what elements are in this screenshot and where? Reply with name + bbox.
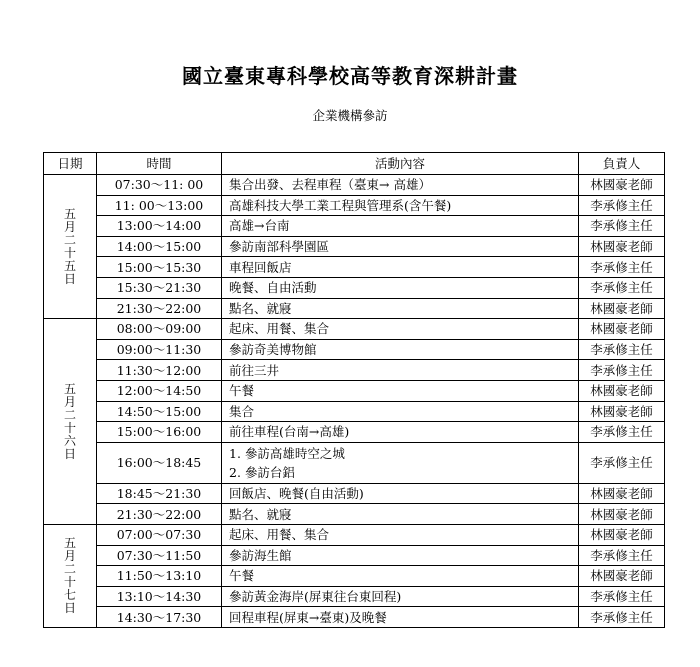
activity-cell — [222, 483, 579, 504]
time-cell: 14:00～15:00 — [97, 236, 222, 257]
person-cell: 林國豪老師 — [579, 236, 665, 257]
person-cell: 李承修主任 — [579, 257, 665, 278]
activity-text: 參訪海生館 — [229, 547, 292, 563]
activity-text: 點名、就寢 — [229, 300, 292, 316]
activity-text: 起床、用餐、集合 — [229, 321, 330, 337]
time-cell: 11: 00～13:00 — [97, 195, 222, 216]
schedule-table — [43, 152, 665, 628]
time-cell: 18:45～21:30 — [97, 483, 222, 504]
activity-text: 參訪奇美博物館 — [229, 342, 317, 358]
time-cell: 07:30～11:50 — [97, 545, 222, 566]
activity-cell — [222, 442, 579, 483]
person-cell: 李承修主任 — [579, 216, 665, 237]
table-row — [44, 586, 665, 607]
person-cell: 林國豪老師 — [579, 175, 665, 196]
person-cell: 林國豪老師 — [579, 319, 665, 340]
activity-cell — [222, 524, 579, 545]
page-title: 國立臺東專科學校高等教育深耕計畫 — [182, 64, 518, 88]
time-cell: 14:30～17:30 — [97, 607, 222, 628]
activity-cell — [222, 422, 579, 443]
activity-text: 集合出發、去程車程（臺東→ 高雄） — [229, 177, 431, 193]
activity-cell — [222, 586, 579, 607]
activity-text: 高雄→台南 — [229, 218, 290, 234]
table-row — [44, 504, 665, 525]
activity-cell — [222, 545, 579, 566]
time-cell: 13:00～14:00 — [97, 216, 222, 237]
time-cell: 09:00～11:30 — [97, 339, 222, 360]
activity-text: 高雄科技大學工業工程與管理系(含午餐) — [229, 197, 452, 213]
time-cell: 12:00～14:50 — [97, 380, 222, 401]
activity-cell — [222, 175, 579, 196]
date-cell — [44, 175, 97, 319]
table-row — [44, 339, 665, 360]
activity-text: 集合 — [229, 403, 255, 419]
person-cell: 林國豪老師 — [579, 380, 665, 401]
schedule-body — [44, 175, 665, 628]
person-cell: 李承修主任 — [579, 360, 665, 381]
date-cell — [44, 524, 97, 627]
time-cell: 21:30～22:00 — [97, 298, 222, 319]
person-cell: 林國豪老師 — [579, 401, 665, 422]
table-header-row — [44, 153, 665, 175]
table-row — [44, 483, 665, 504]
person-cell: 李承修主任 — [579, 607, 665, 628]
activity-cell — [222, 360, 579, 381]
person-cell: 林國豪老師 — [579, 566, 665, 587]
table-row — [44, 401, 665, 422]
activity-cell — [222, 277, 579, 298]
activity-text: 前往車程(台南→高雄) — [229, 424, 350, 440]
person-cell: 李承修主任 — [579, 422, 665, 443]
table-row — [44, 422, 665, 443]
time-cell: 11:50～13:10 — [97, 566, 222, 587]
time-cell: 21:30～22:00 — [97, 504, 222, 525]
activity-cell — [222, 566, 579, 587]
table-row — [44, 257, 665, 278]
activity-text: 回程車程(屏東→臺東)及晚餐 — [229, 609, 387, 625]
table-row — [44, 524, 665, 545]
activity-cell — [222, 504, 579, 525]
table-row — [44, 442, 665, 483]
header-person: 負責人 — [579, 153, 665, 175]
person-cell: 林國豪老師 — [579, 524, 665, 545]
activity-cell — [222, 298, 579, 319]
date-label: 五月二十七日 — [63, 535, 76, 615]
activity-text: 午餐 — [229, 383, 255, 399]
person-cell: 李承修主任 — [579, 586, 665, 607]
table-row — [44, 298, 665, 319]
activity-text: 前往三井 — [229, 362, 280, 378]
date-label: 五月二十五日 — [63, 206, 76, 286]
activity-cell — [222, 216, 579, 237]
activity-text: 1. 參訪高雄時空之城 — [229, 445, 345, 461]
table-row — [44, 545, 665, 566]
time-cell: 07:00～07:30 — [97, 524, 222, 545]
activity-text: 起床、用餐、集合 — [229, 527, 330, 543]
table-row — [44, 175, 665, 196]
table-row — [44, 236, 665, 257]
table-row — [44, 380, 665, 401]
person-cell: 林國豪老師 — [579, 298, 665, 319]
header-time: 時間 — [97, 153, 222, 175]
table-row — [44, 319, 665, 340]
activity-text: 晚餐、自由活動 — [229, 280, 317, 296]
time-cell: 07:30～11: 00 — [97, 175, 222, 196]
activity-text: 參訪南部科學園區 — [229, 239, 330, 255]
activity-cell — [222, 380, 579, 401]
table-row — [44, 566, 665, 587]
time-cell: 15:00～15:30 — [97, 257, 222, 278]
activity-text: 參訪黃金海岸(屏東往台東回程) — [229, 588, 402, 604]
activity-text: 午餐 — [229, 568, 255, 584]
activity-cell — [222, 607, 579, 628]
person-cell: 李承修主任 — [579, 195, 665, 216]
activity-text: 回飯店、晚餐(自由活動) — [229, 486, 364, 502]
table-row — [44, 277, 665, 298]
activity-cell — [222, 257, 579, 278]
header-activity: 活動內容 — [222, 153, 579, 175]
activity-text: 2. 參訪台鋁 — [229, 464, 295, 480]
activity-cell — [222, 195, 579, 216]
person-cell: 李承修主任 — [579, 277, 665, 298]
activity-cell — [222, 339, 579, 360]
time-cell: 16:00～18:45 — [97, 442, 222, 483]
person-cell: 李承修主任 — [579, 545, 665, 566]
person-cell: 李承修主任 — [579, 442, 665, 483]
person-cell: 林國豪老師 — [579, 483, 665, 504]
person-cell: 李承修主任 — [579, 339, 665, 360]
header-date: 日期 — [44, 153, 97, 175]
time-cell: 11:30～12:00 — [97, 360, 222, 381]
time-cell: 15:30～21:30 — [97, 277, 222, 298]
activity-cell — [222, 401, 579, 422]
activity-text: 點名、就寢 — [229, 506, 292, 522]
table-row — [44, 216, 665, 237]
person-cell: 林國豪老師 — [579, 504, 665, 525]
page-subtitle: 企業機構參訪 — [312, 108, 388, 123]
table-row — [44, 607, 665, 628]
table-row — [44, 360, 665, 381]
table-row — [44, 195, 665, 216]
time-cell: 15:00～16:00 — [97, 422, 222, 443]
date-label: 五月二十六日 — [63, 381, 76, 461]
time-cell: 13:10～14:30 — [97, 586, 222, 607]
time-cell: 08:00～09:00 — [97, 319, 222, 340]
time-cell: 14:50～15:00 — [97, 401, 222, 422]
date-cell — [44, 319, 97, 525]
activity-text: 車程回飯店 — [229, 259, 292, 275]
activity-cell — [222, 236, 579, 257]
activity-cell — [222, 319, 579, 340]
